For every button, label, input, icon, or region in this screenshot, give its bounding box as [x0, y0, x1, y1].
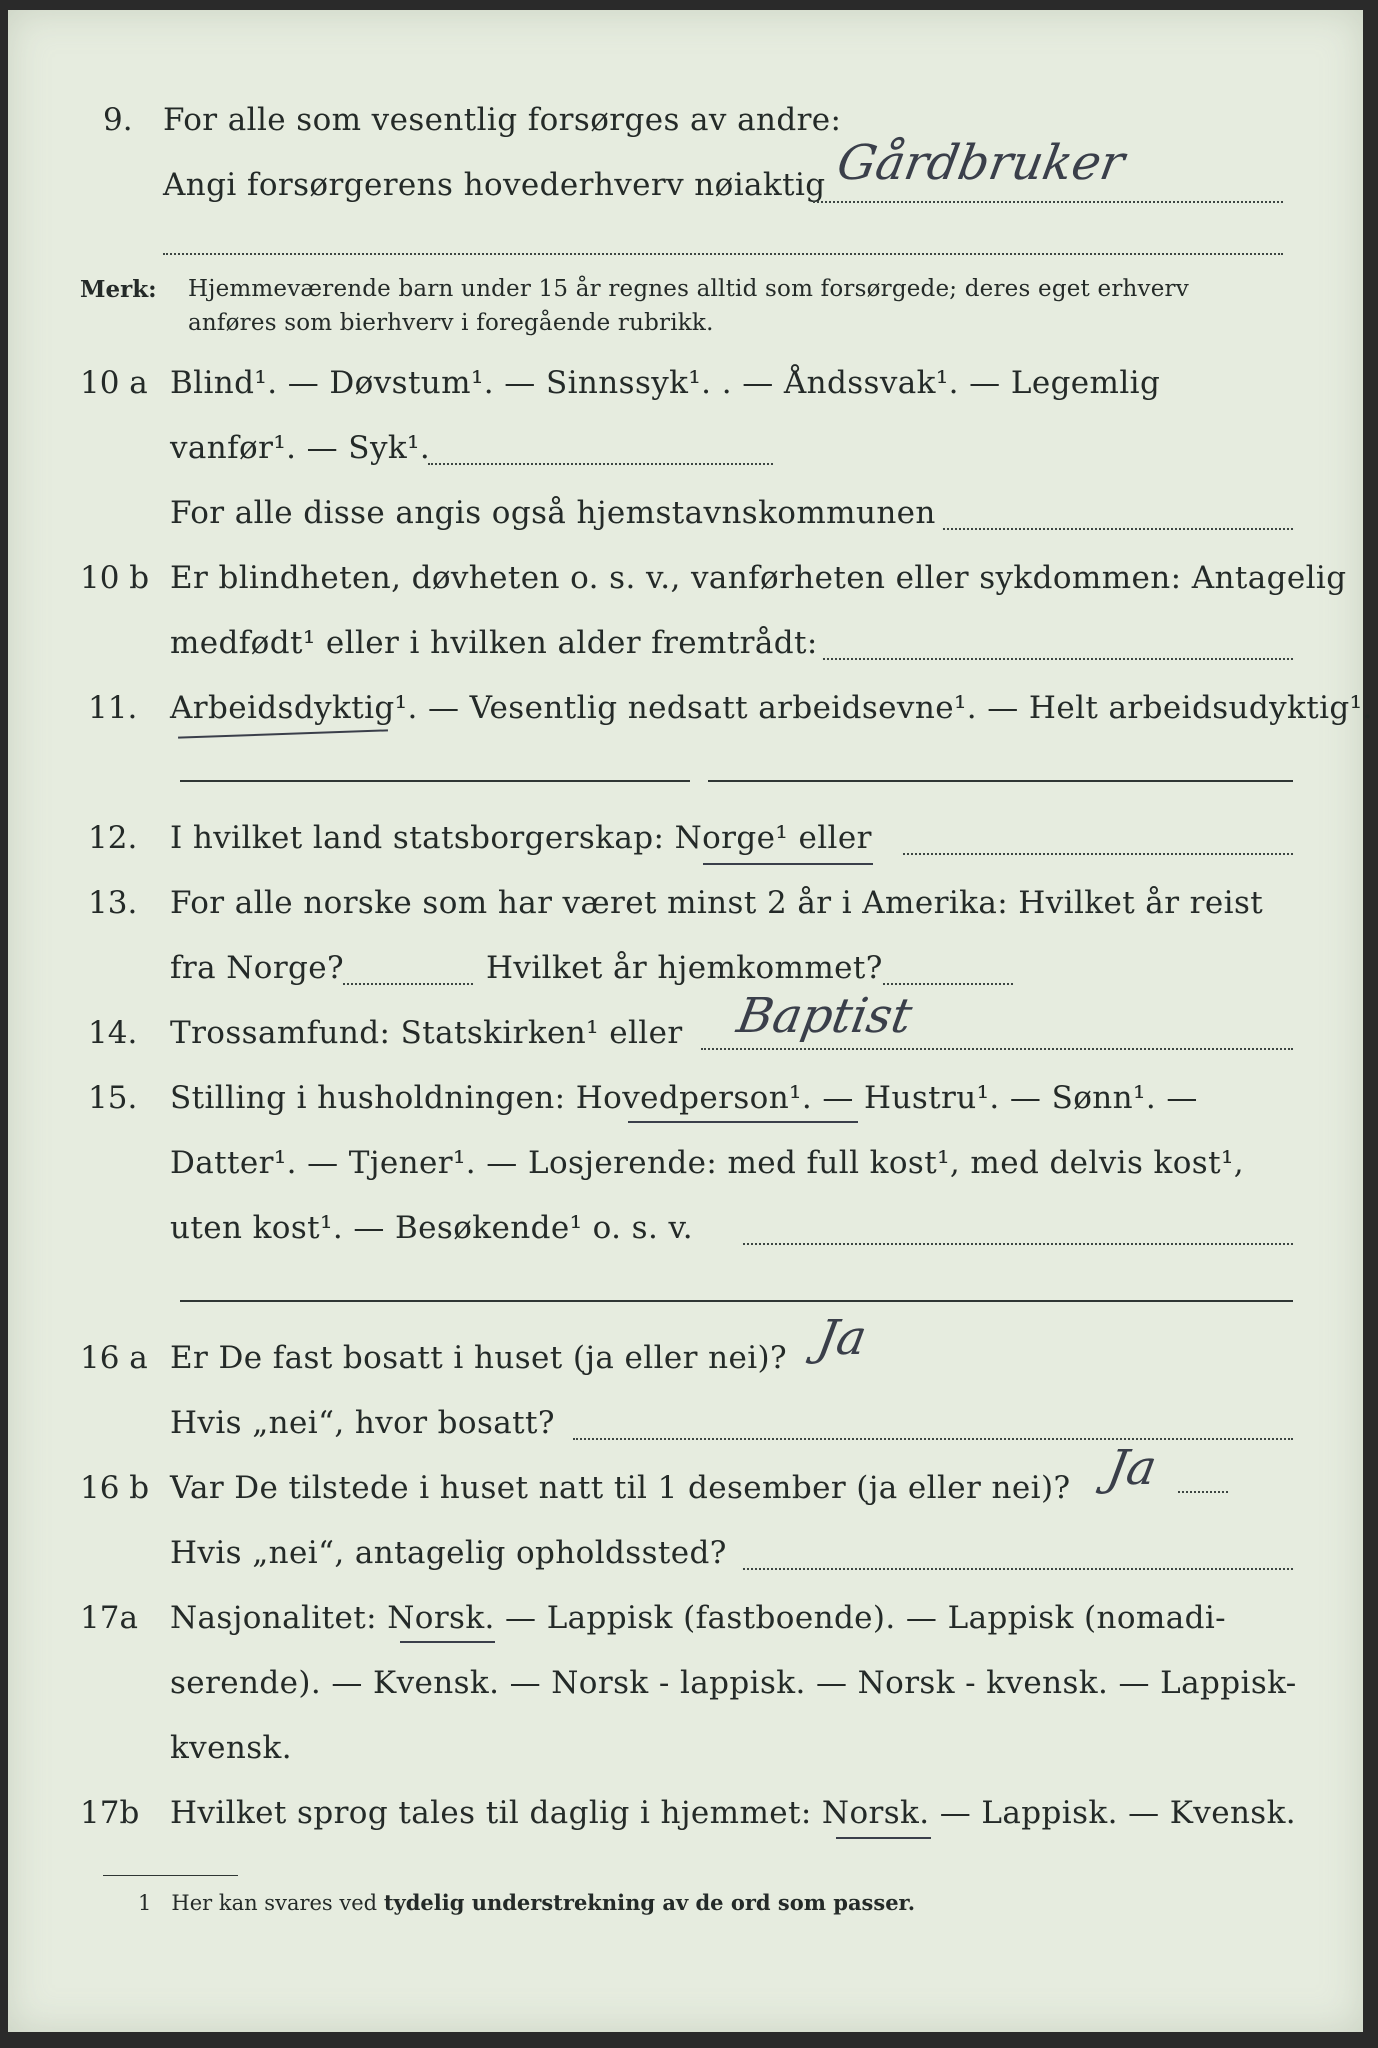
- q16b-opholdssted-line[interactable]: [743, 1567, 1293, 1570]
- q10a-line1: Blind¹. — Døvstum¹. — Sinnssyk¹. . — Åndssvak¹. — Legemlig: [170, 365, 1161, 401]
- q16a-handwritten-answer: Ja: [813, 1310, 871, 1366]
- q16a-bosatt-line[interactable]: [573, 1437, 1293, 1440]
- q9-number: 9.: [103, 102, 133, 138]
- q10a-line2: vanfør¹. — Syk¹.: [170, 430, 431, 466]
- q11-line1: Arbeidsdyktig¹. — Vesentlig nedsatt arbeidsevne¹. — Helt arbeidsudyktig¹.: [170, 690, 1373, 726]
- q16b-line2: Hvis „nei“, antagelig opholdssted?: [170, 1535, 727, 1571]
- q10a-hjemstavn-line[interactable]: [943, 527, 1293, 530]
- q15-underline-mark: [628, 1120, 858, 1123]
- q10b-line1: Er blindheten, døvheten o. s. v., vanførheten eller sykdommen: Antagelig: [170, 560, 1347, 596]
- q14-answer-line[interactable]: [701, 1047, 1293, 1050]
- q14-number: 14.: [88, 1015, 138, 1051]
- merk-line2: anføres som bierhverv i foregående rubrikk.: [188, 310, 714, 336]
- q14-handwritten-answer: Baptist: [733, 988, 917, 1044]
- merk-label: Merk:: [80, 276, 157, 303]
- q12-number: 12.: [88, 820, 138, 856]
- q11-rule-right: [708, 780, 1293, 782]
- q10b-number: 10 b: [80, 560, 150, 596]
- q13-number: 13.: [88, 885, 138, 921]
- q17a-number: 17a: [80, 1600, 138, 1636]
- q16a-line1: Er De fast bosatt i huset (ja eller nei)?: [170, 1340, 788, 1376]
- q15-line2: Datter¹. — Tjener¹. — Losjerende: med full kost¹, med delvis kost¹,: [170, 1145, 1245, 1181]
- q16a-number: 16 a: [80, 1340, 148, 1376]
- q15-line3: uten kost¹. — Besøkende¹ o. s. v.: [170, 1210, 693, 1246]
- q9-answer-line[interactable]: [813, 200, 1283, 203]
- q9-extra-line[interactable]: [163, 252, 1283, 255]
- q9-line1: For alle som vesentlig forsørges av andre:: [163, 102, 842, 138]
- footnote-rule: [103, 1875, 238, 1876]
- q13-line2b: Hvilket år hjemkommet?: [486, 950, 883, 986]
- q17b-underline-mark: [836, 1836, 931, 1839]
- q10a-syk-line[interactable]: [428, 462, 773, 465]
- q17a-line3: kvensk.: [170, 1730, 292, 1766]
- q15-rule: [180, 1300, 1293, 1302]
- q16a-line2: Hvis „nei“, hvor bosatt?: [170, 1405, 555, 1441]
- q12-underline-mark: [703, 862, 873, 865]
- census-form-page: [8, 10, 1373, 2032]
- q13-reist-line[interactable]: [343, 982, 473, 985]
- q9-handwritten-answer: Gårdbruker: [833, 135, 1129, 191]
- q17a-line2: serende). — Kvensk. — Norsk - lappisk. — Norsk - kvensk. — Lappisk-: [170, 1665, 1297, 1701]
- q16b-answer-line[interactable]: [1178, 1490, 1228, 1493]
- q11-number: 11.: [88, 690, 138, 726]
- q15-answer-line[interactable]: [743, 1242, 1293, 1245]
- footnote-text-bold: tydelig understrekning av de ord som passer.: [383, 1890, 916, 1915]
- q15-number: 15.: [88, 1080, 138, 1116]
- q11-rule-left: [180, 780, 690, 782]
- q13-line2a: fra Norge?: [170, 950, 345, 986]
- q9-line2: Angi forsørgerens hovederhverv nøiaktig: [163, 167, 826, 203]
- footnote-text-plain: Her kan svares ved: [171, 1891, 378, 1915]
- q10a-line3: For alle disse angis også hjemstavnskommunen: [170, 495, 936, 531]
- q12-line1: I hvilket land statsborgerskap: Norge¹ eller: [170, 820, 872, 856]
- q15-line1: Stilling i husholdningen: Hovedperson¹. — Hustru¹. — Sønn¹. —: [170, 1080, 1198, 1116]
- footnote-mark: 1: [138, 1891, 152, 1915]
- q17b-number: 17b: [80, 1795, 140, 1831]
- q10b-answer-line[interactable]: [823, 657, 1293, 660]
- q16b-line1: Var De tilstede i huset natt til 1 desember (ja eller nei)?: [170, 1470, 1071, 1506]
- merk-line1: Hjemmeværende barn under 15 år regnes alltid som forsørgede; deres eget erhverv: [188, 276, 1189, 302]
- footnote: [138, 1890, 915, 1915]
- q13-line1: For alle norske som har været minst 2 år i Amerika: Hvilket år reist: [170, 885, 1264, 921]
- q17a-line1: Nasjonalitet: Norsk. — Lappisk (fastboende). — Lappisk (nomadi-: [170, 1600, 1227, 1636]
- q12-answer-line[interactable]: [903, 852, 1293, 855]
- q16b-handwritten-answer: Ja: [1103, 1440, 1161, 1496]
- q10a-number: 10 a: [80, 365, 148, 401]
- q11-underline-mark: [178, 728, 388, 738]
- q14-line1: Trossamfund: Statskirken¹ eller: [170, 1015, 683, 1051]
- q16b-number: 16 b: [80, 1470, 150, 1506]
- q17b-line1: Hvilket sprog tales til daglig i hjemmet: Norsk. — Lappisk. — Kvensk.: [170, 1795, 1297, 1831]
- q13-hjemkommet-line[interactable]: [883, 982, 1013, 985]
- q10b-line2: medfødt¹ eller i hvilken alder fremtrådt:: [170, 625, 818, 661]
- q17a-underline-mark: [400, 1640, 495, 1643]
